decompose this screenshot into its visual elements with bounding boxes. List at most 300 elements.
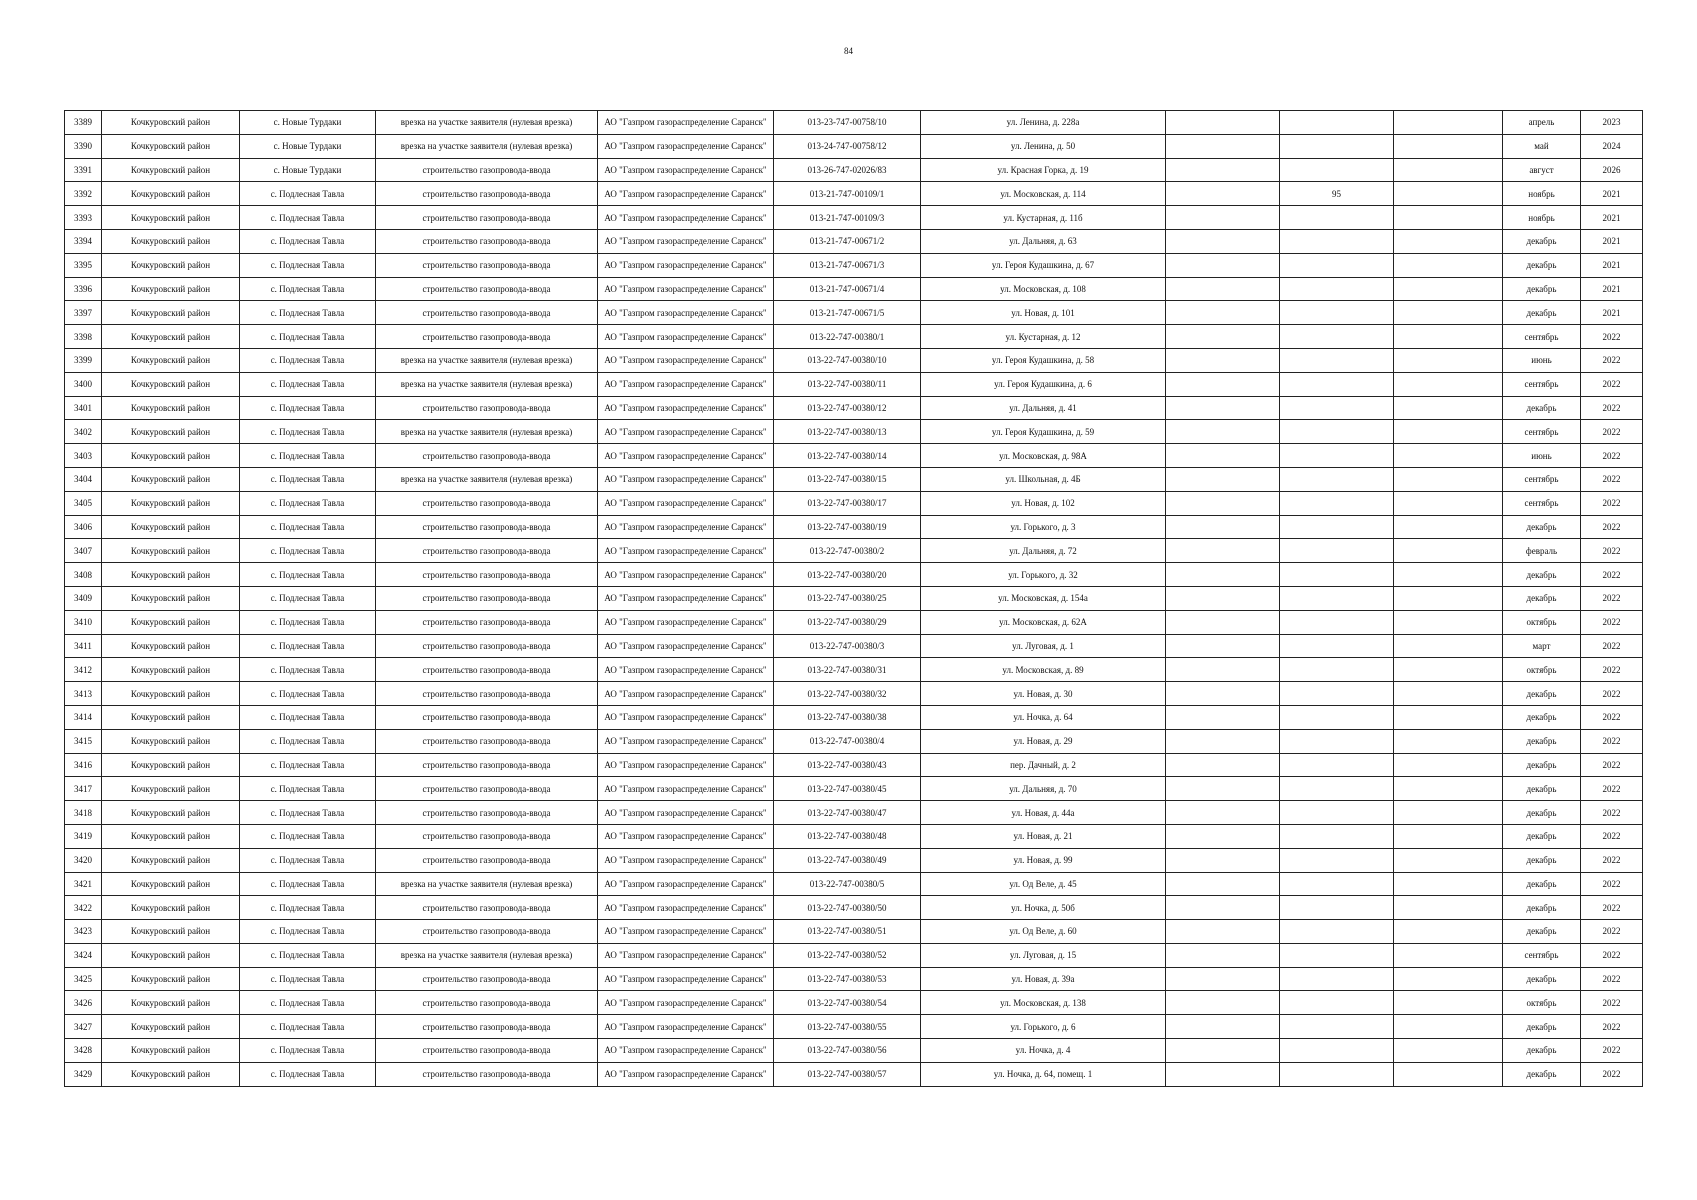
address-cell: ул. Ночка, д. 4 (921, 1039, 1166, 1063)
empty-cell-1 (1166, 182, 1280, 206)
district-cell: Кочкуровский район (102, 229, 240, 253)
settlement-cell: с. Подлесная Тавла (240, 896, 376, 920)
empty-cell-1 (1166, 539, 1280, 563)
table-row (65, 515, 1643, 539)
value-cell (1280, 896, 1394, 920)
year-cell: 2022 (1581, 348, 1643, 372)
settlement-cell: с. Подлесная Тавла (240, 325, 376, 349)
work-type-cell: строительство газопровода-ввода (376, 729, 598, 753)
work-type-cell: строительство газопровода-ввода (376, 229, 598, 253)
work-type-cell: строительство газопровода-ввода (376, 610, 598, 634)
table-row (65, 801, 1643, 825)
address-cell: ул. Московская, д. 114 (921, 182, 1166, 206)
work-type-cell: врезка на участке заявителя (нулевая врезка) (376, 111, 598, 135)
address-cell: ул. Ночка, д. 50б (921, 896, 1166, 920)
empty-cell-1 (1166, 943, 1280, 967)
work-type-cell: врезка на участке заявителя (нулевая врезка) (376, 134, 598, 158)
month-cell: декабрь (1503, 801, 1581, 825)
work-type-cell: врезка на участке заявителя (нулевая врезка) (376, 943, 598, 967)
month-cell: декабрь (1503, 586, 1581, 610)
contract-number-cell: 013-22-747-00380/1 (774, 325, 921, 349)
year-cell: 2022 (1581, 658, 1643, 682)
month-cell: апрель (1503, 111, 1581, 135)
value-cell (1280, 658, 1394, 682)
month-cell: сентябрь (1503, 467, 1581, 491)
empty-cell-1 (1166, 777, 1280, 801)
empty-cell-1 (1166, 586, 1280, 610)
month-cell: декабрь (1503, 729, 1581, 753)
empty-cell-2 (1394, 182, 1503, 206)
address-cell: ул. Ночка, д. 64 (921, 705, 1166, 729)
work-type-cell: врезка на участке заявителя (нулевая врезка) (376, 467, 598, 491)
work-type-cell: строительство газопровода-ввода (376, 1015, 598, 1039)
row-number: 3415 (65, 729, 102, 753)
empty-cell-2 (1394, 824, 1503, 848)
address-cell: ул. Московская, д. 89 (921, 658, 1166, 682)
work-type-cell: строительство газопровода-ввода (376, 277, 598, 301)
work-type-cell: строительство газопровода-ввода (376, 325, 598, 349)
row-number: 3428 (65, 1039, 102, 1063)
settlement-cell: с. Подлесная Тавла (240, 444, 376, 468)
empty-cell-2 (1394, 372, 1503, 396)
table-row (65, 182, 1643, 206)
contract-number-cell: 013-22-747-00380/20 (774, 563, 921, 587)
settlement-cell: с. Подлесная Тавла (240, 491, 376, 515)
district-cell: Кочкуровский район (102, 396, 240, 420)
row-number: 3400 (65, 372, 102, 396)
settlement-cell: с. Подлесная Тавла (240, 420, 376, 444)
year-cell: 2022 (1581, 634, 1643, 658)
month-cell: декабрь (1503, 753, 1581, 777)
work-type-cell: строительство газопровода-ввода (376, 206, 598, 230)
year-cell: 2021 (1581, 182, 1643, 206)
empty-cell-2 (1394, 729, 1503, 753)
contract-number-cell: 013-22-747-00380/25 (774, 586, 921, 610)
value-cell (1280, 420, 1394, 444)
empty-cell-2 (1394, 206, 1503, 230)
district-cell: Кочкуровский район (102, 206, 240, 230)
district-cell: Кочкуровский район (102, 967, 240, 991)
organization-cell: АО "Газпром газораспределение Саранск" (598, 1039, 774, 1063)
district-cell: Кочкуровский район (102, 420, 240, 444)
address-cell: ул. Ленина, д. 50 (921, 134, 1166, 158)
value-cell (1280, 134, 1394, 158)
table-row (65, 753, 1643, 777)
row-number: 3423 (65, 920, 102, 944)
year-cell: 2022 (1581, 967, 1643, 991)
contract-number-cell: 013-22-747-00380/47 (774, 801, 921, 825)
empty-cell-2 (1394, 634, 1503, 658)
contract-number-cell: 013-21-747-00109/1 (774, 182, 921, 206)
empty-cell-1 (1166, 920, 1280, 944)
value-cell (1280, 777, 1394, 801)
value-cell (1280, 1062, 1394, 1086)
empty-cell-2 (1394, 872, 1503, 896)
empty-cell-2 (1394, 1039, 1503, 1063)
settlement-cell: с. Подлесная Тавла (240, 396, 376, 420)
table-row (65, 586, 1643, 610)
address-cell: ул. Героя Кудашкина, д. 6 (921, 372, 1166, 396)
empty-cell-1 (1166, 753, 1280, 777)
value-cell (1280, 229, 1394, 253)
month-cell: декабрь (1503, 277, 1581, 301)
district-cell: Кочкуровский район (102, 705, 240, 729)
empty-cell-2 (1394, 515, 1503, 539)
district-cell: Кочкуровский район (102, 158, 240, 182)
contract-number-cell: 013-22-747-00380/13 (774, 420, 921, 444)
month-cell: октябрь (1503, 991, 1581, 1015)
organization-cell: АО "Газпром газораспределение Саранск" (598, 920, 774, 944)
year-cell: 2022 (1581, 539, 1643, 563)
year-cell: 2022 (1581, 325, 1643, 349)
empty-cell-1 (1166, 1015, 1280, 1039)
row-number: 3417 (65, 777, 102, 801)
month-cell: декабрь (1503, 301, 1581, 325)
organization-cell: АО "Газпром газораспределение Саранск" (598, 206, 774, 230)
district-cell: Кочкуровский район (102, 872, 240, 896)
month-cell: декабрь (1503, 229, 1581, 253)
empty-cell-1 (1166, 1062, 1280, 1086)
contract-number-cell: 013-22-747-00380/52 (774, 943, 921, 967)
year-cell: 2022 (1581, 896, 1643, 920)
year-cell: 2022 (1581, 729, 1643, 753)
empty-cell-1 (1166, 277, 1280, 301)
empty-cell-1 (1166, 420, 1280, 444)
value-cell (1280, 753, 1394, 777)
year-cell: 2022 (1581, 515, 1643, 539)
empty-cell-2 (1394, 991, 1503, 1015)
empty-cell-2 (1394, 491, 1503, 515)
row-number: 3395 (65, 253, 102, 277)
organization-cell: АО "Газпром газораспределение Саранск" (598, 253, 774, 277)
organization-cell: АО "Газпром газораспределение Саранск" (598, 1062, 774, 1086)
district-cell: Кочкуровский район (102, 658, 240, 682)
settlement-cell: с. Подлесная Тавла (240, 539, 376, 563)
work-type-cell: строительство газопровода-ввода (376, 682, 598, 706)
work-type-cell: строительство газопровода-ввода (376, 848, 598, 872)
contract-number-cell: 013-22-747-00380/3 (774, 634, 921, 658)
address-cell: ул. Од Веле, д. 60 (921, 920, 1166, 944)
district-cell: Кочкуровский район (102, 801, 240, 825)
district-cell: Кочкуровский район (102, 444, 240, 468)
empty-cell-2 (1394, 801, 1503, 825)
work-type-cell: строительство газопровода-ввода (376, 753, 598, 777)
empty-cell-1 (1166, 158, 1280, 182)
address-cell: ул. Кустарная, д. 11б (921, 206, 1166, 230)
empty-cell-1 (1166, 610, 1280, 634)
contract-number-cell: 013-22-747-00380/5 (774, 872, 921, 896)
organization-cell: АО "Газпром газораспределение Саранск" (598, 158, 774, 182)
empty-cell-1 (1166, 372, 1280, 396)
value-cell (1280, 515, 1394, 539)
month-cell: декабрь (1503, 396, 1581, 420)
row-number: 3405 (65, 491, 102, 515)
organization-cell: АО "Газпром газораспределение Саранск" (598, 896, 774, 920)
district-cell: Кочкуровский район (102, 729, 240, 753)
year-cell: 2024 (1581, 134, 1643, 158)
organization-cell: АО "Газпром газораспределение Саранск" (598, 515, 774, 539)
organization-cell: АО "Газпром газораспределение Саранск" (598, 824, 774, 848)
year-cell: 2022 (1581, 991, 1643, 1015)
organization-cell: АО "Газпром газораспределение Саранск" (598, 634, 774, 658)
settlement-cell: с. Подлесная Тавла (240, 967, 376, 991)
empty-cell-2 (1394, 920, 1503, 944)
district-cell: Кочкуровский район (102, 325, 240, 349)
row-number: 3420 (65, 848, 102, 872)
table-row (65, 372, 1643, 396)
year-cell: 2022 (1581, 943, 1643, 967)
work-type-cell: строительство газопровода-ввода (376, 1039, 598, 1063)
row-number: 3397 (65, 301, 102, 325)
empty-cell-1 (1166, 515, 1280, 539)
table-row (65, 872, 1643, 896)
address-cell: ул. Кустарная, д. 12 (921, 325, 1166, 349)
row-number: 3393 (65, 206, 102, 230)
value-cell (1280, 1039, 1394, 1063)
organization-cell: АО "Газпром газораспределение Саранск" (598, 467, 774, 491)
month-cell: декабрь (1503, 967, 1581, 991)
contract-number-cell: 013-23-747-00758/10 (774, 111, 921, 135)
table-row (65, 348, 1643, 372)
value-cell (1280, 967, 1394, 991)
row-number: 3396 (65, 277, 102, 301)
value-cell (1280, 491, 1394, 515)
year-cell: 2022 (1581, 801, 1643, 825)
empty-cell-1 (1166, 824, 1280, 848)
value-cell (1280, 563, 1394, 587)
value-cell (1280, 1015, 1394, 1039)
district-cell: Кочкуровский район (102, 182, 240, 206)
year-cell: 2026 (1581, 158, 1643, 182)
settlement-cell: с. Новые Турдаки (240, 111, 376, 135)
address-cell: ул. Новая, д. 30 (921, 682, 1166, 706)
empty-cell-1 (1166, 896, 1280, 920)
contract-number-cell: 013-22-747-00380/56 (774, 1039, 921, 1063)
year-cell: 2022 (1581, 396, 1643, 420)
work-type-cell: строительство газопровода-ввода (376, 705, 598, 729)
organization-cell: АО "Газпром газораспределение Саранск" (598, 420, 774, 444)
work-type-cell: строительство газопровода-ввода (376, 586, 598, 610)
month-cell: декабрь (1503, 1015, 1581, 1039)
empty-cell-1 (1166, 348, 1280, 372)
value-cell (1280, 348, 1394, 372)
year-cell: 2022 (1581, 824, 1643, 848)
empty-cell-2 (1394, 967, 1503, 991)
work-type-cell: строительство газопровода-ввода (376, 444, 598, 468)
year-cell: 2022 (1581, 753, 1643, 777)
table-row (65, 991, 1643, 1015)
year-cell: 2021 (1581, 206, 1643, 230)
organization-cell: АО "Газпром газораспределение Саранск" (598, 277, 774, 301)
work-type-cell: врезка на участке заявителя (нулевая врезка) (376, 348, 598, 372)
contract-number-cell: 013-21-747-00671/3 (774, 253, 921, 277)
table-row (65, 824, 1643, 848)
year-cell: 2022 (1581, 682, 1643, 706)
organization-cell: АО "Газпром газораспределение Саранск" (598, 848, 774, 872)
value-cell (1280, 444, 1394, 468)
table-row (65, 325, 1643, 349)
work-type-cell: врезка на участке заявителя (нулевая врезка) (376, 872, 598, 896)
year-cell: 2022 (1581, 444, 1643, 468)
empty-cell-2 (1394, 896, 1503, 920)
year-cell: 2022 (1581, 1062, 1643, 1086)
district-cell: Кочкуровский район (102, 515, 240, 539)
month-cell: декабрь (1503, 896, 1581, 920)
table-row (65, 634, 1643, 658)
table-row (65, 158, 1643, 182)
district-cell: Кочкуровский район (102, 634, 240, 658)
organization-cell: АО "Газпром газораспределение Саранск" (598, 539, 774, 563)
table-row (65, 943, 1643, 967)
empty-cell-1 (1166, 705, 1280, 729)
empty-cell-2 (1394, 420, 1503, 444)
year-cell: 2022 (1581, 920, 1643, 944)
settlement-cell: с. Подлесная Тавла (240, 848, 376, 872)
organization-cell: АО "Газпром газораспределение Саранск" (598, 943, 774, 967)
year-cell: 2022 (1581, 777, 1643, 801)
contract-number-cell: 013-22-747-00380/17 (774, 491, 921, 515)
row-number: 3419 (65, 824, 102, 848)
address-cell: ул. Горького, д. 6 (921, 1015, 1166, 1039)
row-number: 3403 (65, 444, 102, 468)
address-cell: ул. Луговая, д. 1 (921, 634, 1166, 658)
value-cell (1280, 991, 1394, 1015)
empty-cell-1 (1166, 634, 1280, 658)
month-cell: август (1503, 158, 1581, 182)
contract-number-cell: 013-22-747-00380/19 (774, 515, 921, 539)
empty-cell-1 (1166, 563, 1280, 587)
organization-cell: АО "Газпром газораспределение Саранск" (598, 396, 774, 420)
row-number: 3391 (65, 158, 102, 182)
empty-cell-1 (1166, 111, 1280, 135)
month-cell: октябрь (1503, 658, 1581, 682)
empty-cell-1 (1166, 801, 1280, 825)
district-cell: Кочкуровский район (102, 277, 240, 301)
settlement-cell: с. Подлесная Тавла (240, 705, 376, 729)
address-cell: ул. Дальняя, д. 63 (921, 229, 1166, 253)
row-number: 3427 (65, 1015, 102, 1039)
empty-cell-2 (1394, 348, 1503, 372)
row-number: 3422 (65, 896, 102, 920)
empty-cell-1 (1166, 229, 1280, 253)
organization-cell: АО "Газпром газораспределение Саранск" (598, 134, 774, 158)
table-row (65, 467, 1643, 491)
empty-cell-2 (1394, 539, 1503, 563)
row-number: 3392 (65, 182, 102, 206)
organization-cell: АО "Газпром газораспределение Саранск" (598, 753, 774, 777)
row-number: 3389 (65, 111, 102, 135)
row-number: 3407 (65, 539, 102, 563)
contract-number-cell: 013-21-747-00109/3 (774, 206, 921, 230)
row-number: 3390 (65, 134, 102, 158)
table-row (65, 229, 1643, 253)
address-cell: пер. Дачный, д. 2 (921, 753, 1166, 777)
settlement-cell: с. Подлесная Тавла (240, 253, 376, 277)
month-cell: декабрь (1503, 1062, 1581, 1086)
contract-number-cell: 013-22-747-00380/45 (774, 777, 921, 801)
year-cell: 2022 (1581, 705, 1643, 729)
district-cell: Кочкуровский район (102, 348, 240, 372)
month-cell: декабрь (1503, 824, 1581, 848)
year-cell: 2022 (1581, 610, 1643, 634)
month-cell: декабрь (1503, 920, 1581, 944)
work-type-cell: врезка на участке заявителя (нулевая врезка) (376, 372, 598, 396)
organization-cell: АО "Газпром газораспределение Саранск" (598, 801, 774, 825)
empty-cell-2 (1394, 253, 1503, 277)
settlement-cell: с. Подлесная Тавла (240, 943, 376, 967)
contract-number-cell: 013-22-747-00380/12 (774, 396, 921, 420)
organization-cell: АО "Газпром газораспределение Саранск" (598, 991, 774, 1015)
contract-number-cell: 013-22-747-00380/48 (774, 824, 921, 848)
value-cell (1280, 158, 1394, 182)
settlement-cell: с. Подлесная Тавла (240, 920, 376, 944)
contract-number-cell: 013-22-747-00380/51 (774, 920, 921, 944)
address-cell: ул. Красная Горка, д. 19 (921, 158, 1166, 182)
address-cell: ул. Героя Кудашкина, д. 58 (921, 348, 1166, 372)
organization-cell: АО "Газпром газораспределение Саранск" (598, 491, 774, 515)
contract-number-cell: 013-22-747-00380/29 (774, 610, 921, 634)
address-cell: ул. Московская, д. 62А (921, 610, 1166, 634)
table-row (65, 682, 1643, 706)
empty-cell-1 (1166, 872, 1280, 896)
month-cell: декабрь (1503, 848, 1581, 872)
address-cell: ул. Од Веле, д. 45 (921, 872, 1166, 896)
empty-cell-1 (1166, 967, 1280, 991)
value-cell (1280, 682, 1394, 706)
district-cell: Кочкуровский район (102, 1015, 240, 1039)
value-cell (1280, 253, 1394, 277)
contract-number-cell: 013-22-747-00380/55 (774, 1015, 921, 1039)
address-cell: ул. Новая, д. 29 (921, 729, 1166, 753)
empty-cell-1 (1166, 396, 1280, 420)
table-row (65, 539, 1643, 563)
table-row (65, 396, 1643, 420)
empty-cell-1 (1166, 301, 1280, 325)
empty-cell-2 (1394, 777, 1503, 801)
row-number: 3429 (65, 1062, 102, 1086)
table-row (65, 491, 1643, 515)
work-type-cell: строительство газопровода-ввода (376, 801, 598, 825)
value-cell: 95 (1280, 182, 1394, 206)
district-cell: Кочкуровский район (102, 848, 240, 872)
address-cell: ул. Новая, д. 21 (921, 824, 1166, 848)
empty-cell-1 (1166, 658, 1280, 682)
contract-number-cell: 013-24-747-00758/12 (774, 134, 921, 158)
contract-number-cell: 013-22-747-00380/32 (774, 682, 921, 706)
settlement-cell: с. Подлесная Тавла (240, 824, 376, 848)
month-cell: декабрь (1503, 1039, 1581, 1063)
contract-number-cell: 013-22-747-00380/57 (774, 1062, 921, 1086)
empty-cell-2 (1394, 848, 1503, 872)
value-cell (1280, 634, 1394, 658)
settlement-cell: с. Подлесная Тавла (240, 467, 376, 491)
month-cell: июнь (1503, 348, 1581, 372)
organization-cell: АО "Газпром газораспределение Саранск" (598, 872, 774, 896)
month-cell: декабрь (1503, 705, 1581, 729)
row-number: 3414 (65, 705, 102, 729)
address-cell: ул. Дальняя, д. 41 (921, 396, 1166, 420)
empty-cell-2 (1394, 586, 1503, 610)
row-number: 3410 (65, 610, 102, 634)
table-row (65, 111, 1643, 135)
contract-number-cell: 013-22-747-00380/2 (774, 539, 921, 563)
table-row (65, 206, 1643, 230)
address-cell: ул. Новая, д. 101 (921, 301, 1166, 325)
organization-cell: АО "Газпром газораспределение Саранск" (598, 111, 774, 135)
work-type-cell: строительство газопровода-ввода (376, 396, 598, 420)
value-cell (1280, 372, 1394, 396)
contract-number-cell: 013-21-747-00671/2 (774, 229, 921, 253)
